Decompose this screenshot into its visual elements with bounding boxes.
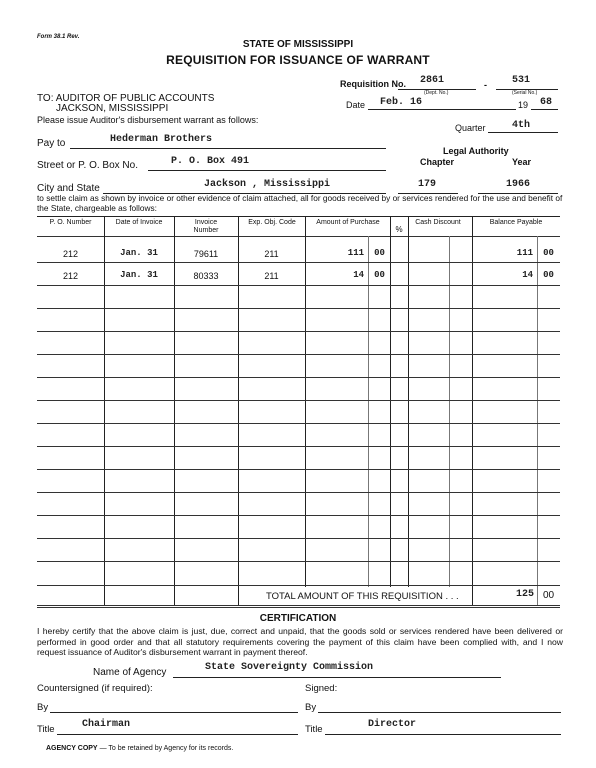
row-line — [37, 585, 560, 586]
cell-date: Jan. 31 — [120, 270, 158, 280]
chapter-label: Chapter — [420, 157, 455, 167]
total-value: 125 — [515, 589, 534, 600]
row-line — [37, 492, 560, 493]
title-value-left: Chairman — [82, 719, 131, 730]
quarter-line — [488, 132, 558, 133]
form-title: REQUISITION FOR ISSUANCE OF WARRANT — [166, 53, 430, 67]
cell-amount: 111 — [347, 248, 364, 258]
row-line — [37, 423, 560, 424]
row-line — [37, 285, 560, 286]
cell-code: 211 — [264, 271, 279, 281]
to-line2: JACKSON, MISSISSIPPI — [56, 103, 169, 114]
city-value: Jackson , Mississippi — [204, 179, 331, 190]
serial-no-caption: (Serial No.) — [512, 90, 538, 96]
row-line — [37, 446, 560, 447]
col-divider — [472, 216, 473, 605]
agency-copy-text: — To be retained by Agency for its records. — [99, 745, 234, 752]
cell-balance-cents: 00 — [543, 248, 554, 258]
row-line — [37, 262, 560, 263]
city-label: City and State — [37, 183, 100, 194]
row-line — [37, 308, 560, 309]
serial-no-value: 531 — [512, 75, 531, 86]
payee-name: Hederman Brothers — [110, 134, 213, 145]
agency-line — [173, 677, 501, 678]
table-header-border — [37, 236, 560, 237]
agency-copy-label: AGENCY COPY — [46, 745, 98, 752]
certification-text: I hereby certify that the above claim is just, due, correct and unpaid, that the goods sold or services rendered have been delivered or performed in good order and that all statutory requirements covering the payment of this claim have been complied with, and I now request issuance of Auditor's disbursement warrant in payment thereof. — [37, 626, 563, 657]
cell-date: Jan. 31 — [120, 248, 158, 258]
table-top-border — [37, 216, 560, 217]
street-label: Street or P. O. Box No. — [37, 160, 138, 171]
cents-divider — [537, 236, 538, 605]
by-line-right — [318, 712, 561, 713]
pay-to-label: Pay to — [37, 138, 66, 149]
row-line — [37, 377, 560, 378]
signed-label: Signed: — [305, 683, 338, 694]
header-amount-of-purchase: Amount of Purchase — [316, 219, 380, 226]
street-value: P. O. Box 491 — [171, 156, 250, 167]
pay-to-line — [70, 148, 386, 149]
col-divider — [408, 216, 409, 587]
certification-title: CERTIFICATION — [259, 613, 337, 624]
title-line-right — [325, 734, 561, 735]
title-value-right: Director — [368, 719, 417, 730]
countersigned-label: Countersigned (if required): — [37, 683, 153, 694]
header-balance-payable: Balance Payable — [489, 219, 543, 226]
row-line — [37, 331, 560, 332]
dept-no-value: 2861 — [420, 75, 445, 86]
cell-amount-cents: 00 — [374, 248, 385, 258]
col-divider — [305, 216, 306, 587]
cell-amount: 14 — [353, 270, 364, 280]
date-value: Feb. 16 — [380, 97, 423, 108]
row-line — [37, 469, 560, 470]
row-line — [37, 354, 560, 355]
requisition-label: Requisition No. — [340, 79, 406, 89]
date-line — [368, 109, 516, 110]
settle-text: to settle claim as shown by invoice or other evidence of claim attached, all for goods received by or services rendered for the use and benefit of the State, chargeable as follows: — [37, 193, 563, 213]
year-line — [531, 109, 558, 110]
header-date-of-invoice: Date of Invoice — [115, 219, 163, 226]
street-line — [148, 170, 386, 171]
row-line — [37, 561, 560, 562]
cell-balance: 111 — [516, 248, 533, 258]
cents-divider — [368, 236, 369, 587]
date-label: Date — [346, 100, 366, 110]
cell-amount-cents: 00 — [374, 270, 385, 280]
header-percent: % — [395, 225, 403, 234]
form-id: Form 38.1 Rev. — [37, 34, 80, 40]
title-label-right: Title — [305, 724, 323, 735]
agency-label: Name of Agency — [93, 667, 167, 678]
cell-invoice: 80333 — [193, 271, 219, 281]
total-label: TOTAL AMOUNT OF THIS REQUISITION . . . — [266, 591, 459, 602]
chapter-value: 179 — [418, 179, 437, 190]
year-value: 68 — [540, 97, 553, 108]
legal-authority-label: Legal Authority — [443, 146, 509, 156]
cell-po: 212 — [62, 249, 79, 259]
header-cash-discount: Cash Discount — [415, 219, 461, 226]
to-line1: TO: AUDITOR OF PUBLIC ACCOUNTS — [37, 93, 215, 104]
footer — [46, 745, 233, 752]
title-line-left — [57, 734, 298, 735]
header-exp-obj-code: Exp. Obj. Code — [248, 219, 296, 226]
by-label-left: By — [37, 702, 49, 713]
row-line — [37, 538, 560, 539]
total-row-bottom — [37, 605, 560, 606]
row-line — [37, 400, 560, 401]
title-label-left: Title — [37, 724, 55, 735]
dash: - — [484, 80, 487, 90]
year-label: Year — [512, 157, 532, 167]
cents-divider — [449, 236, 450, 587]
cell-code: 211 — [264, 249, 279, 259]
legal-year-value: 1966 — [506, 179, 531, 190]
instruction-text: Please issue Auditor's disbursement warrant as follows: — [37, 115, 259, 125]
cell-balance: 14 — [522, 270, 533, 280]
cell-po: 212 — [62, 271, 79, 281]
header-po-number: P. O. Number — [49, 219, 92, 226]
state-heading: STATE OF MISSISSIPPI — [242, 39, 354, 50]
by-label-right: By — [305, 702, 317, 713]
agency-value: State Sovereignty Commission — [205, 662, 374, 673]
cell-invoice: 79611 — [193, 249, 219, 259]
total-cents: 00 — [542, 590, 555, 601]
col-divider — [390, 216, 391, 587]
dept-no-caption: (Dept. No.) — [424, 90, 449, 96]
row-line — [37, 515, 560, 516]
by-line-left — [50, 712, 298, 713]
cell-balance-cents: 00 — [543, 270, 554, 280]
quarter-value: 4th — [512, 120, 531, 131]
quarter-label: Quarter — [455, 123, 486, 133]
header-invoice-number: Invoice Number — [193, 219, 219, 234]
total-row-bottom-double — [37, 607, 560, 608]
year-prefix: 19 — [518, 100, 529, 110]
